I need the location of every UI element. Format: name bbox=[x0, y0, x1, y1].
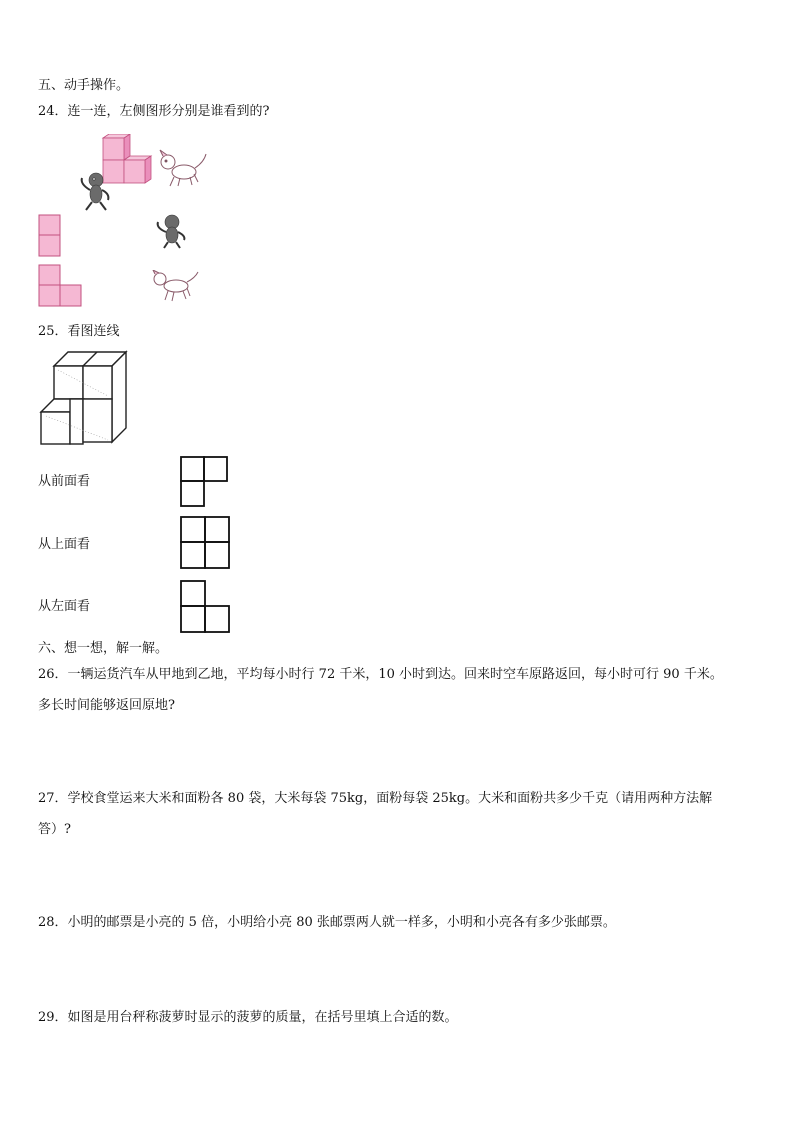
monkey-icon[interactable] bbox=[150, 212, 190, 250]
view-shape-vertical-two bbox=[38, 214, 62, 258]
question-25-text: 25．看图连线 bbox=[38, 324, 120, 339]
section-heading: 六、想一想，解一解。 bbox=[38, 641, 169, 656]
view-shape-left bbox=[180, 580, 232, 634]
question-28-text: 28．小明的邮票是小亮的 5 倍，小明给小亮 80 张邮票两人就一样多，小明和小亮各有多少张邮票。 bbox=[38, 915, 616, 930]
view-shape-l bbox=[38, 264, 84, 308]
view-label-top: 从上面看 bbox=[38, 537, 91, 552]
question-24-text: 24．连一连，左侧图形分别是谁看到的? bbox=[38, 104, 270, 119]
question-27-line-1: 27．学校食堂运来大米和面粉各 80 袋，大米每袋 75kg，面粉每袋 25kg。大米和面粉共多少千克（请用两种方法解 bbox=[38, 791, 713, 806]
stacked-cubes-icon bbox=[103, 134, 151, 183]
section-heading: 五、动手操作。 bbox=[38, 78, 130, 93]
view-label-front: 从前面看 bbox=[38, 474, 91, 489]
view-shape-top bbox=[180, 516, 232, 570]
question-29-text: 29．如图是用台秤称菠萝时显示的菠萝的质量，在括号里填上合适的数。 bbox=[38, 1010, 458, 1025]
question-27-line-2: 答）? bbox=[38, 822, 71, 837]
cube-stack-figure bbox=[38, 350, 132, 446]
view-shape-front bbox=[180, 456, 230, 508]
view-label-left: 从左面看 bbox=[38, 599, 91, 614]
question-24-scene bbox=[74, 134, 214, 214]
dog-icon bbox=[160, 150, 206, 186]
question-26-line-2: 多长时间能够返回原地? bbox=[38, 698, 175, 713]
question-26-line-1: 26．一辆运货汽车从甲地到乙地，平均每小时行 72 千米，10 小时到达。回来时空车原路返回，每小时可行 90 千米。 bbox=[38, 667, 723, 682]
dog-icon[interactable] bbox=[150, 270, 202, 306]
